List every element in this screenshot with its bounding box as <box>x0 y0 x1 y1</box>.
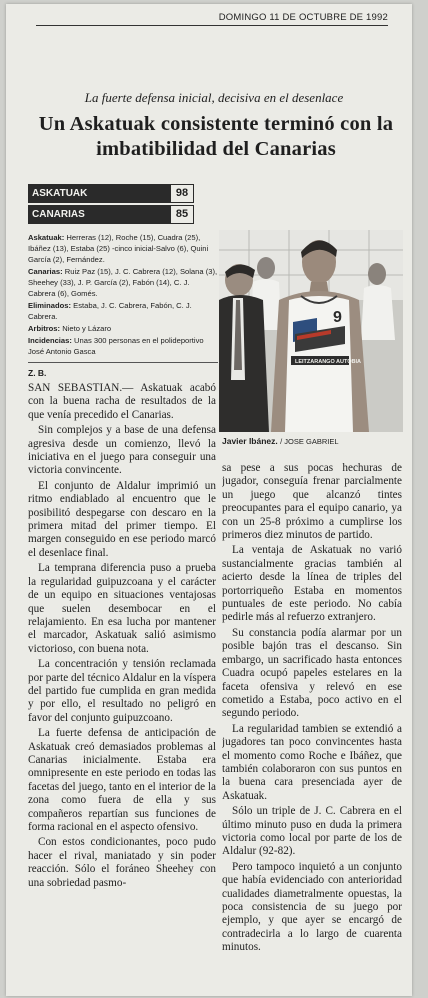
paragraph: La concentración y tensión reclamada por parte del técnico Aldalur en la víspera del partido fue cumplida en gran medida y por ello, el resultado no peligró en favor del conjunto guipuzcoano. <box>28 658 216 724</box>
fact-label: Eliminados: <box>28 301 72 310</box>
fact-line <box>28 266 218 299</box>
team-score: 98 <box>170 184 194 203</box>
score-row <box>28 184 194 203</box>
fact-text: Ruiz Paz (15), J. C. Cabrera (12), Solana (3), Sheehey (33), J. P. García (2), Fabón (14), C. J. Cabrera (6), Gomés. <box>28 267 218 298</box>
jersey-number: 9 <box>333 309 342 326</box>
paragraph: Sólo un triple de J. C. Cabrera en el último minuto puso en duda la primera victoria como local por parte de los de Aldalur (92-82). <box>222 805 402 858</box>
paragraph: Su constancia podía alarmar por un posible bajón tras el descanso. Sin embargo, un sacrificado hasta entonces Cuadra ocupó papeles estelares en la faceta ofensiva y relevó en ese cometido a Estaba, poco activo en el segundo periodo. <box>222 626 402 720</box>
jersey-sponsor-text: LEITZARANGO AUTOBIA <box>295 359 361 365</box>
article-headline: Un Askatuak consistente terminó con la imbatibilidad del Canarias <box>38 113 394 160</box>
fact-label: Canarias: <box>28 267 63 276</box>
team-name: ASKATUAK <box>28 184 170 203</box>
fact-line <box>28 300 218 322</box>
issue-date: DOMINGO 11 DE OCTUBRE DE 1992 <box>218 12 388 23</box>
paragraph: La fuerte defensa de anticipación de Askatuak creó demasiados problemas al Canarias inicialmente. Estaba era omnipresente en este periodo en todas las facetas del juego, tanto en el interior de la zona como fuera de ella y sus compañeros repartían sus funciones de forma racional en el aspecto ofensivo. <box>28 727 216 833</box>
paragraph: La regularidad tambien se extendió a jugadores tan poco convincentes hasta el momento como Roche e Ibáñez, que también colaboraron con sus puntos en la buena cara presenciada ayer de Askatuak. <box>222 722 402 802</box>
caption-name: Javier Ibánez. <box>222 436 278 446</box>
article-kicker: La fuerte defensa inicial, decisiva en el desenlace <box>84 90 344 105</box>
paragraph-text: Askatuak acabó con la buena racha de resultados de la que venía precedido el Canarias. <box>28 382 216 421</box>
fact-text: Unas 300 personas en el polideportivo José Antonio Gasca <box>28 336 204 356</box>
match-facts <box>28 232 218 358</box>
facts-divider <box>28 362 218 363</box>
paragraph: Con estos condicionantes, poco pudo hacer el rival, maniatado y sin poder reacción. Sólo el foráneo Sheehey con una sobriedad pasmo- <box>28 836 216 889</box>
photo-caption <box>222 436 402 446</box>
paragraph: Pero tampoco inquietó a un conjunto que había evidenciado con anterioridad cualidades diametralmente opuestas, la poca consistencia de su juego por ejemplo, y que ayer se encargó de contradecirla a lo largo de cuarenta minutos. <box>222 860 402 954</box>
paragraph: Sin complejos y a base de una defensa agresiva desde un comienzo, llevó la iniciativa en el juego para conseguir una victoria convincente. <box>28 424 216 477</box>
header-rule <box>36 25 388 26</box>
fact-label: Askatuak: <box>28 233 65 242</box>
photo-illustration <box>219 230 403 432</box>
scoreboard <box>28 184 194 226</box>
author-byline: Z. B. <box>28 368 47 378</box>
caption-credit: / JOSE GABRIEL <box>280 437 339 446</box>
fact-line <box>28 323 218 334</box>
score-row <box>28 205 194 224</box>
article-column-2 <box>222 462 402 988</box>
fact-label: Arbitros: <box>28 324 61 333</box>
player-photo <box>219 230 403 432</box>
fact-text: Herreras (12), Roche (15), Cuadra (25), Ibáñez (13), Estaba (25) -cinco inicial-Salvo (6), Quini García (2), Fernández. <box>28 233 209 264</box>
fact-line <box>28 335 218 357</box>
fact-text: Estaba, J. C. Cabrera, Fabón, C. J. Cabrera. <box>28 301 192 321</box>
team-score: 85 <box>170 205 194 224</box>
paragraph <box>28 382 216 422</box>
paragraph: El conjunto de Aldalur imprimió un ritmo endiablado al encuentro que le posibilitó despegarse con descaro en la primera mitad del primer tiempo. El margen conseguido en ese periodo marcó el desenlace final. <box>28 479 216 559</box>
article-column-1 <box>28 382 216 988</box>
fact-line <box>28 232 218 265</box>
paragraph: La temprana diferencia puso a prueba la regularidad guipuzcoana y el carácter de un equipo en situaciones ventajosas que suelen desembocar en el relajamiento. En esa lucha por mantener el marcador, Askatuak salió asimismo victorioso, con buena nota. <box>28 562 216 655</box>
fact-label: Incidencias: <box>28 336 72 345</box>
dateline: SAN SEBASTIAN.— <box>28 382 134 394</box>
team-name: CANARIAS <box>28 205 170 224</box>
paragraph: La ventaja de Askatuak no varió sustancialmente gracias también al acierto desde la línea de triples del portorriqueño Estaba en momentos puntuales de este periodo. No cabía pedirle más al refuerzo extranjero. <box>222 544 402 624</box>
fact-text: Nieto y Lázaro <box>62 324 112 333</box>
paragraph: sa pese a sus pocas hechuras de jugador, conseguía frenar parcialmente un juego que alcanzó tintes preocupantes para el equipo canario, ya con un 25-8 próximo a cumplirse los primeros diez minutos de partido. <box>222 462 402 542</box>
